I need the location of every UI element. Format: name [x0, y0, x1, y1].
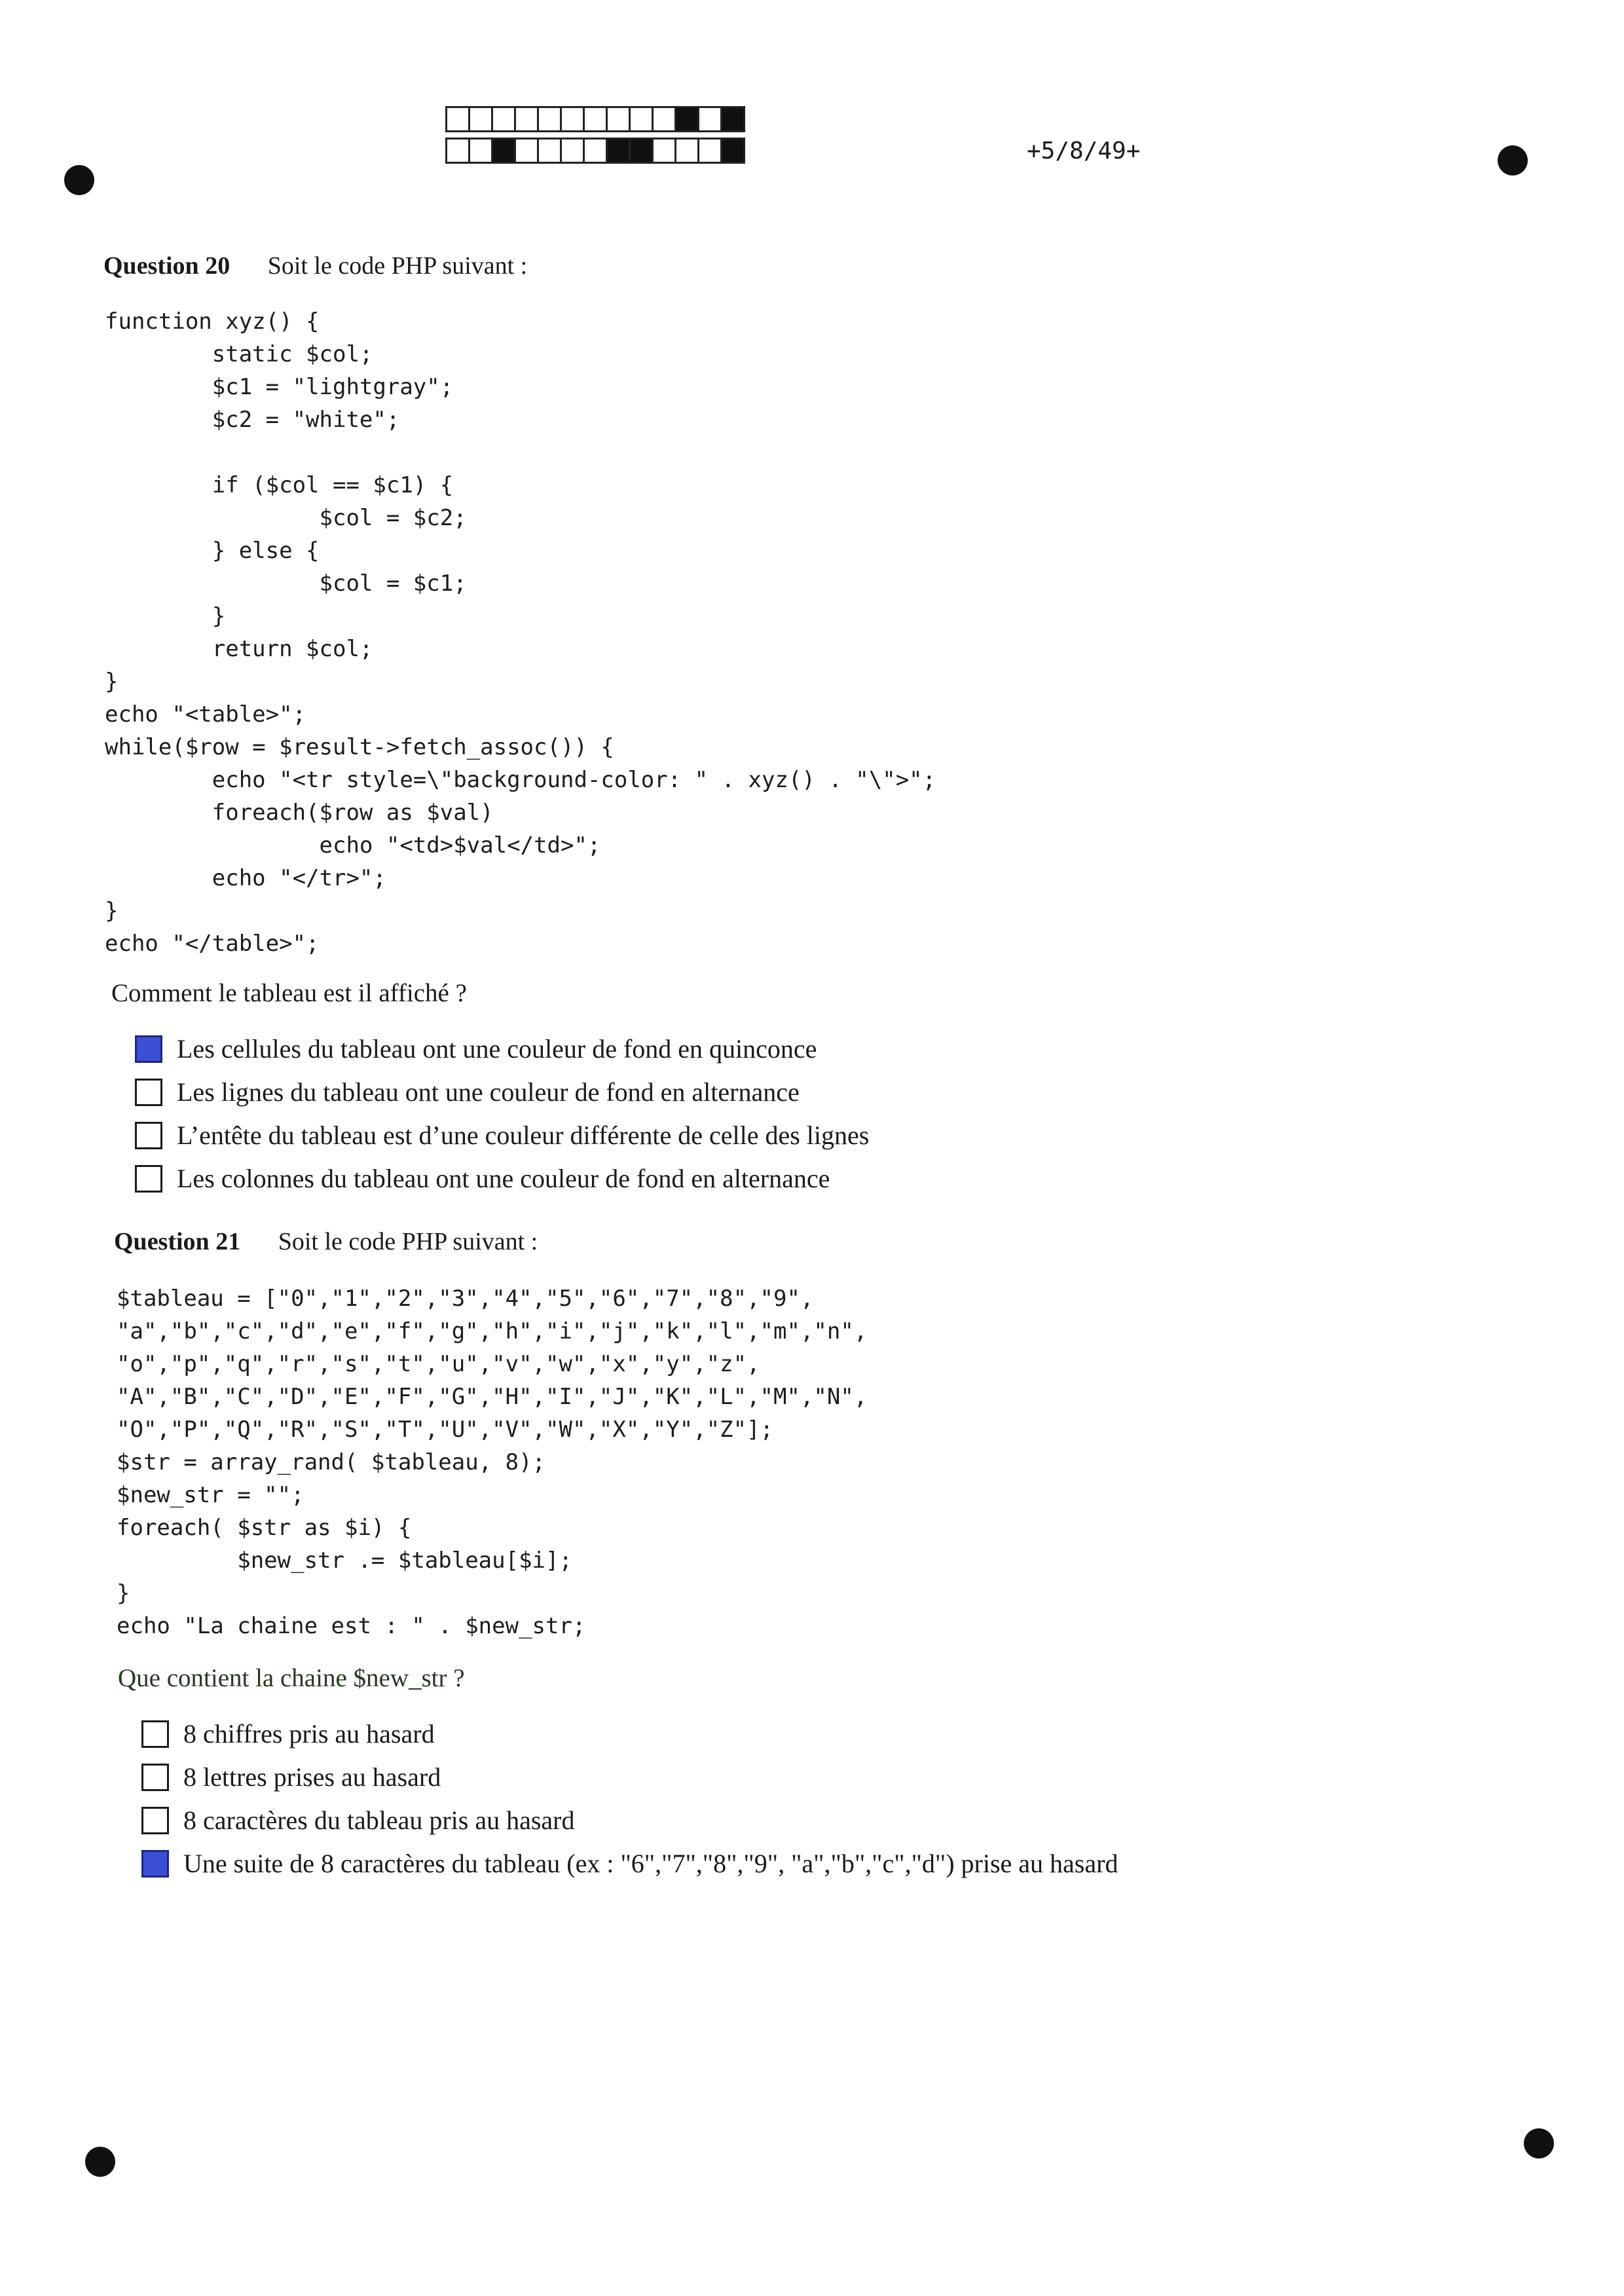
- question-20-header: [103, 251, 527, 280]
- answer-option[interactable]: [141, 1762, 441, 1792]
- question-20-code: function xyz() { static $col; $c1 = "lightgray"; $c2 = "white"; if ($col == $c1) { $col = $c2; } else { $col = $c1; } return $col; } echo "<table>"; while($row = $result->fetch_assoc()) { echo "<tr style=\"background-color: " . xyz() . "\">"; foreach($row as $val) echo "<td>$val</td>"; echo "</tr>"; } echo "</table>";: [105, 308, 936, 957]
- barcode-row: [445, 106, 743, 132]
- question-title: Soit le code PHP suivant :: [267, 252, 528, 280]
- barcode-cell: [583, 106, 608, 132]
- answer-option[interactable]: [141, 1805, 574, 1836]
- registration-mark-bottom-right: [1524, 2128, 1554, 2158]
- barcode-cell: [514, 106, 539, 132]
- answer-option[interactable]: [141, 1718, 435, 1749]
- question-number: Question 20: [103, 252, 231, 280]
- barcode-cell: [445, 138, 470, 164]
- checkbox[interactable]: [141, 1764, 169, 1791]
- barcode-row: [445, 138, 743, 164]
- registration-mark-bottom-left: [85, 2147, 115, 2177]
- answer-option[interactable]: [135, 1163, 830, 1194]
- question-20-prompt: Comment le tableau est il affiché ?: [111, 979, 467, 1007]
- registration-mark-top-right: [1498, 145, 1528, 176]
- checkbox[interactable]: [135, 1079, 162, 1106]
- checkbox[interactable]: [141, 1850, 169, 1878]
- barcode-cell: [491, 138, 516, 164]
- barcode-cell: [445, 106, 470, 132]
- barcode-cell: [674, 106, 699, 132]
- checkbox[interactable]: [141, 1807, 169, 1834]
- answer-label: Une suite de 8 caractères du tableau (ex : "6","7","8","9", "a","b","c","d") prise au hasard: [183, 1849, 1118, 1878]
- checkbox[interactable]: [135, 1035, 162, 1063]
- barcode-cell: [606, 138, 631, 164]
- answer-label: Les colonnes du tableau ont une couleur de fond en alternance: [177, 1164, 830, 1193]
- barcode-cell: [606, 106, 631, 132]
- checkbox[interactable]: [141, 1720, 169, 1748]
- barcode-cell: [537, 106, 562, 132]
- question-title: Soit le code PHP suivant :: [278, 1228, 538, 1255]
- answer-label: L’entête du tableau est d’une couleur différente de celle des lignes: [177, 1120, 870, 1150]
- student-id-barcode: [445, 106, 743, 169]
- question-number: Question 21: [114, 1228, 241, 1255]
- answer-option[interactable]: [141, 1848, 1118, 1879]
- barcode-cell: [720, 138, 745, 164]
- question-21-prompt: Que contient la chaine $new_str ?: [118, 1664, 465, 1692]
- barcode-cell: [652, 138, 676, 164]
- barcode-cell: [697, 106, 722, 132]
- answer-label: 8 caractères du tableau pris au hasard: [183, 1805, 575, 1835]
- page-id: +5/8/49+: [1027, 138, 1141, 164]
- question-21-header: [114, 1227, 538, 1256]
- barcode-cell: [674, 138, 699, 164]
- barcode-cell: [560, 106, 585, 132]
- barcode-cell: [720, 106, 745, 132]
- barcode-cell: [560, 138, 585, 164]
- barcode-cell: [652, 106, 676, 132]
- barcode-cell: [537, 138, 562, 164]
- barcode-cell: [583, 138, 608, 164]
- answer-label: 8 lettres prises au hasard: [183, 1762, 441, 1792]
- answer-label: 8 chiffres pris au hasard: [183, 1719, 435, 1749]
- barcode-cell: [697, 138, 722, 164]
- barcode-cell: [468, 106, 493, 132]
- answer-label: Les lignes du tableau ont une couleur de fond en alternance: [177, 1077, 800, 1107]
- barcode-cell: [629, 138, 654, 164]
- barcode-cell: [514, 138, 539, 164]
- registration-mark-top-left: [64, 165, 94, 195]
- barcode-cell: [468, 138, 493, 164]
- answer-label: Les cellules du tableau ont une couleur de fond en quinconce: [177, 1034, 817, 1064]
- answer-option[interactable]: [135, 1077, 800, 1107]
- answer-option[interactable]: [135, 1033, 817, 1064]
- barcode-cell: [491, 106, 516, 132]
- barcode-cell: [629, 106, 654, 132]
- answer-option[interactable]: [135, 1120, 869, 1151]
- checkbox[interactable]: [135, 1165, 162, 1193]
- question-21-code: $tableau = ["0","1","2","3","4","5","6","7","8","9", "a","b","c","d","e","f","g","h","i","j","k","l","m","n", "o","p","q","r","s","t","u","v","w","x","y","z", "A","B","C","D","E","F","G","H","I","J","K","L","M","N", "O","P","Q","R","S","T","U","V","W","X","Y","Z"]; $str = array_rand( $tableau, 8); $new_str = ""; foreach( $str as $i) { $new_str .= $tableau[$i]; } echo "La chaine est : " . $new_str;: [117, 1286, 868, 1639]
- checkbox[interactable]: [135, 1122, 162, 1149]
